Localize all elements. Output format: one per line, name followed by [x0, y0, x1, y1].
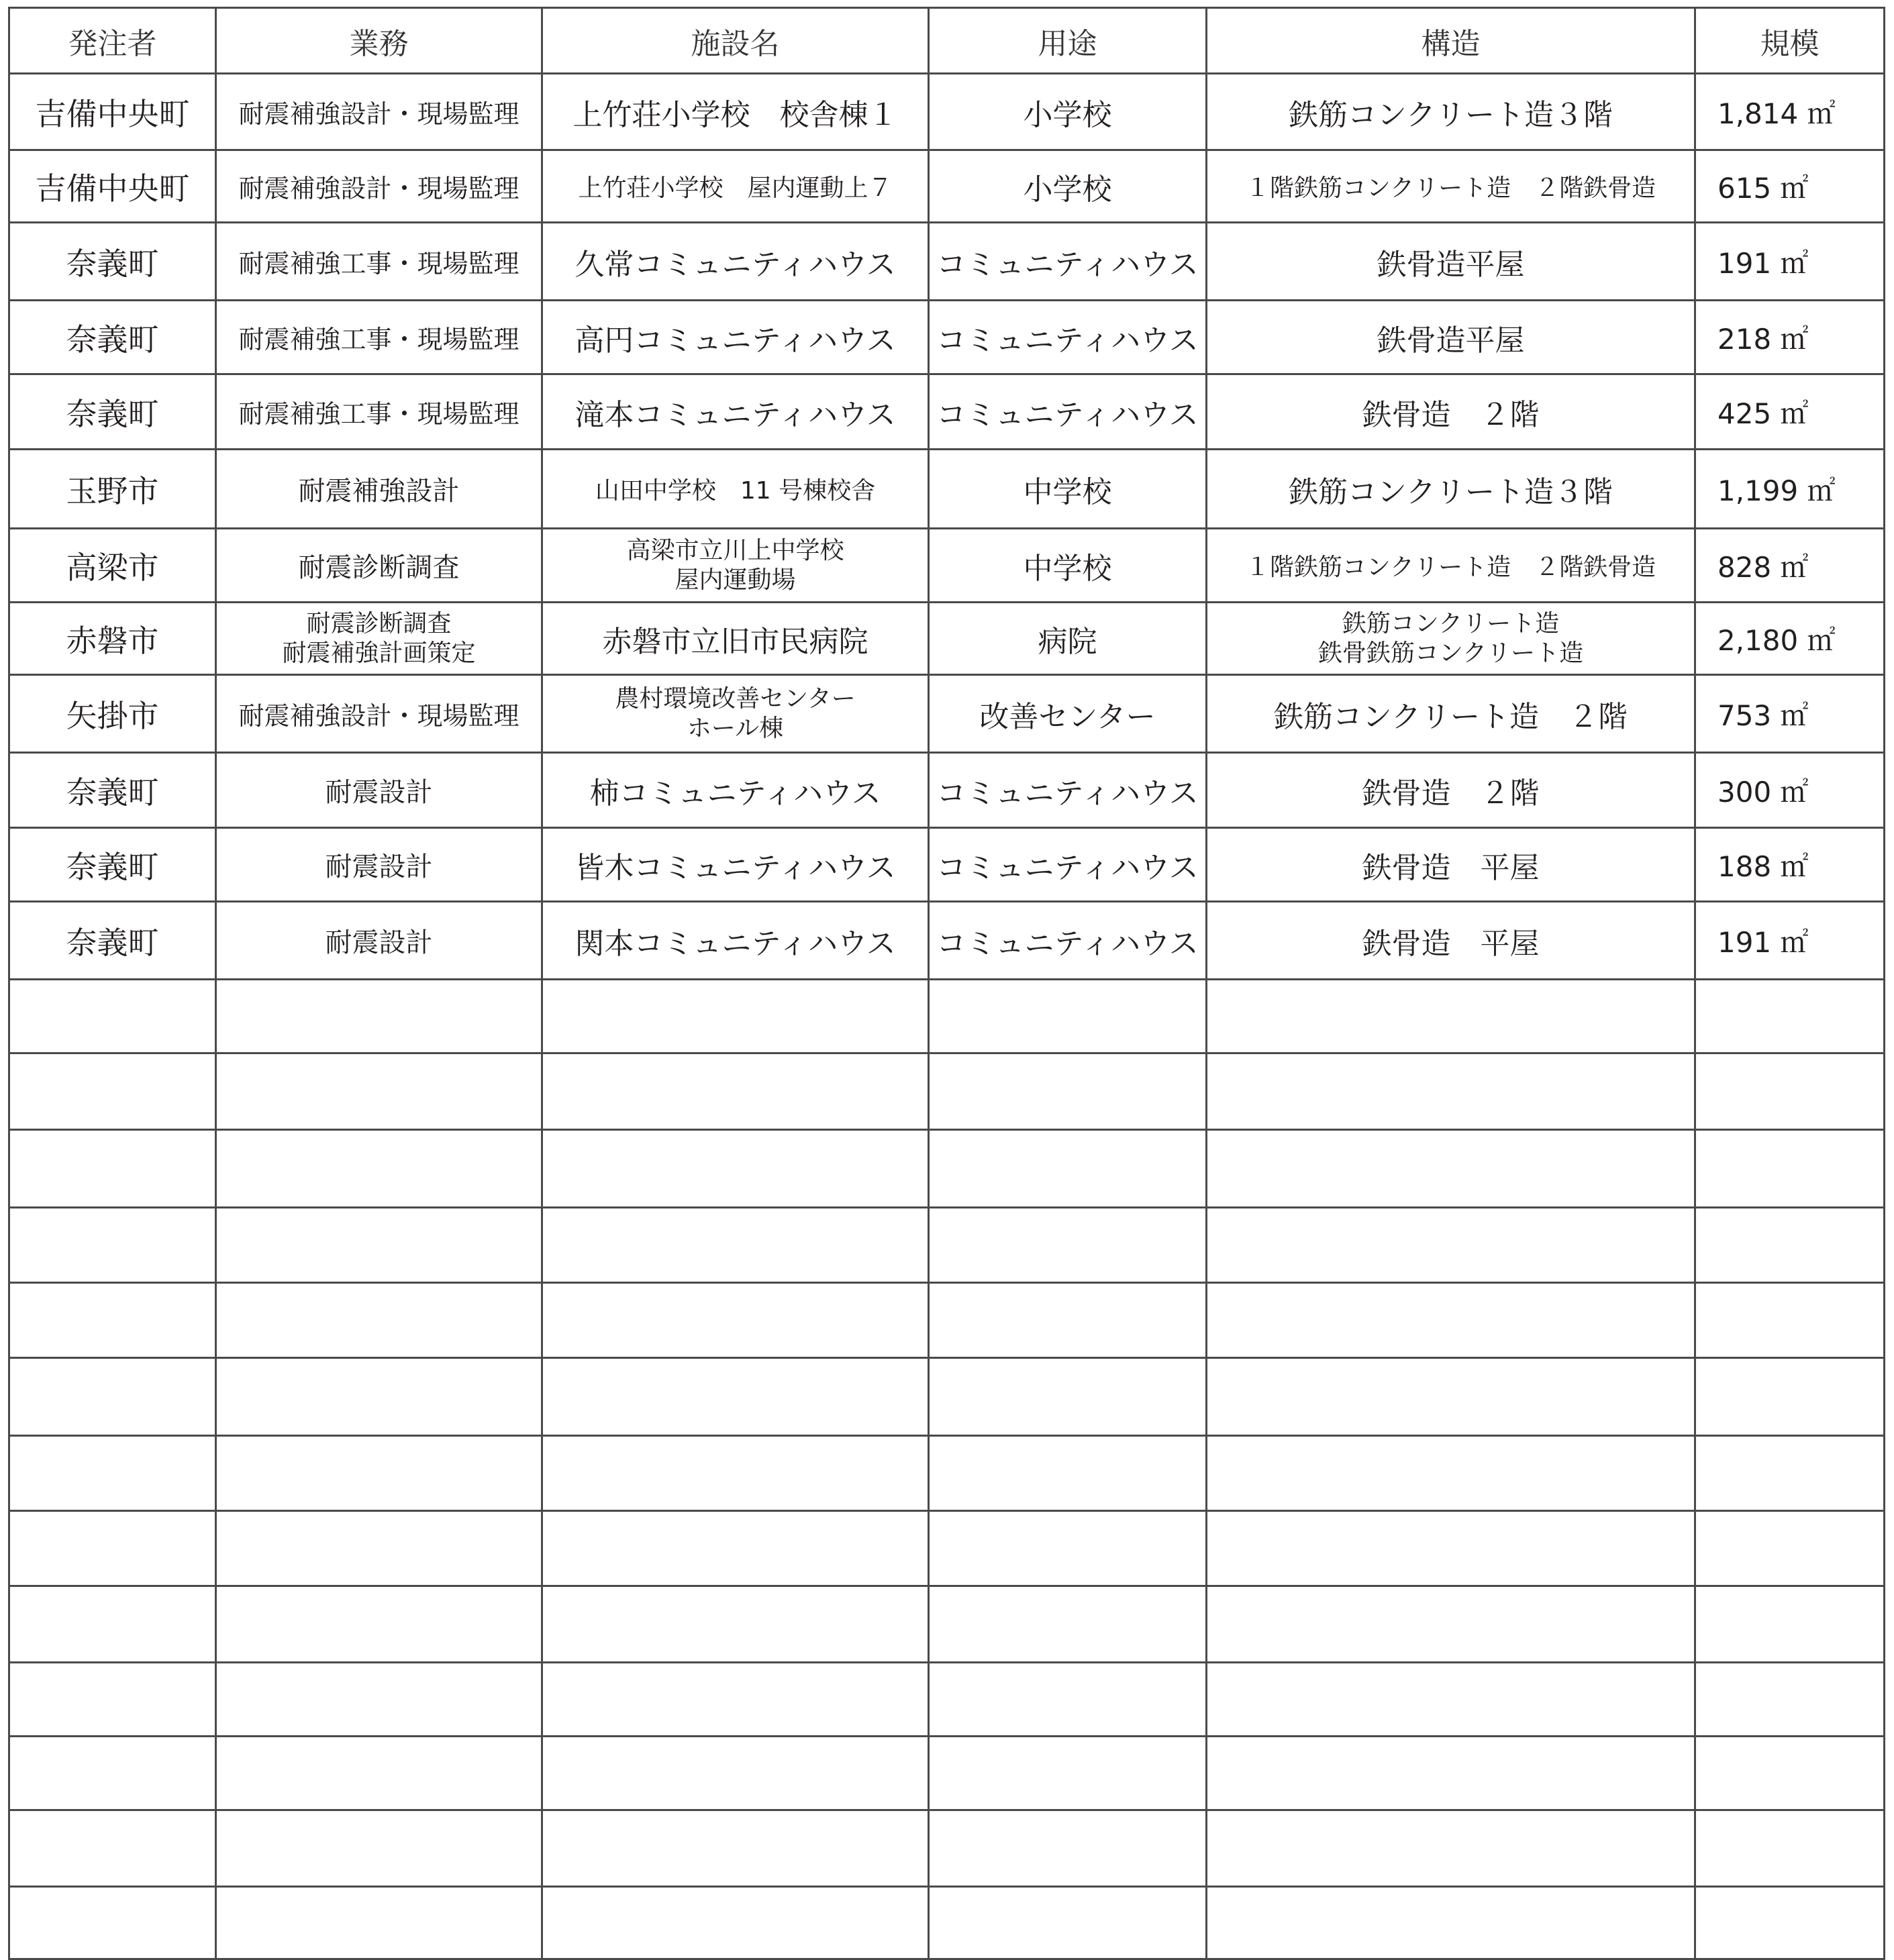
- empty-cell: [9, 1511, 216, 1586]
- cell-facility-line: 農村環境改善センター: [615, 685, 856, 713]
- cell-client-text: 奈義町: [66, 848, 159, 885]
- cell-work-line: 耐震補強工事・現場監理: [238, 325, 519, 354]
- cell-client: [9, 150, 216, 223]
- cell-scale: [1695, 301, 1885, 374]
- empty-row: [9, 980, 1885, 1053]
- empty-cell: [929, 1436, 1207, 1511]
- cell-use-text: コミュニティハウス: [936, 247, 1199, 282]
- cell-use: [929, 301, 1207, 374]
- cell-client-text: 奈義町: [66, 245, 159, 282]
- empty-row: [9, 1283, 1885, 1358]
- table-row: [9, 902, 1885, 980]
- cell-work: [216, 828, 542, 902]
- header-row: [9, 8, 1885, 74]
- cell-client: [9, 529, 216, 603]
- cell-structure: [1207, 74, 1695, 150]
- cell-structure: [1207, 603, 1695, 675]
- cell-facility: [542, 374, 929, 450]
- table-row: [9, 675, 1885, 753]
- table-row: [9, 374, 1885, 450]
- empty-cell: [216, 1283, 542, 1358]
- cell-facility-line: ホール棟: [687, 714, 784, 742]
- empty-cell: [1695, 1053, 1885, 1130]
- empty-cell: [929, 1130, 1207, 1208]
- cell-scale-text: 753 ㎡: [1717, 699, 1809, 732]
- empty-cell: [1207, 1511, 1695, 1586]
- cell-scale-text: 615 ㎡: [1717, 171, 1809, 205]
- cell-use: [929, 603, 1207, 675]
- cell-facility: [542, 902, 929, 980]
- cell-client: [9, 753, 216, 828]
- cell-facility-line: 上竹荘小学校 校舎棟１: [572, 97, 898, 132]
- cell-work-line: 耐震補強設計・現場監理: [238, 99, 519, 129]
- cell-scale: [1695, 74, 1885, 150]
- cell-scale: [1695, 753, 1885, 828]
- table-row: [9, 828, 1885, 902]
- cell-scale-text: 1,814 ㎡: [1717, 97, 1836, 130]
- empty-cell: [216, 1130, 542, 1208]
- header-use: 用途: [929, 8, 1207, 74]
- cell-structure-line: １階鉄筋コンクリート造 ２階鉄骨造: [1245, 174, 1656, 202]
- cell-use: [929, 374, 1207, 450]
- cell-facility-line: 高円コミュニティハウス: [575, 323, 896, 358]
- empty-cell: [1695, 1130, 1885, 1208]
- empty-cell: [9, 1358, 216, 1436]
- empty-cell: [929, 1511, 1207, 1586]
- cell-scale-text: 191 ㎡: [1717, 925, 1809, 959]
- cell-facility-line: 皆木コミュニティハウス: [575, 850, 896, 885]
- header-facility: 施設名: [542, 8, 929, 74]
- empty-cell: [1695, 1358, 1885, 1436]
- cell-scale-text: 2,180 ㎡: [1717, 623, 1836, 657]
- empty-row: [9, 1586, 1885, 1663]
- empty-cell: [1207, 980, 1695, 1053]
- cell-scale-text: 188 ㎡: [1717, 849, 1809, 883]
- cell-facility-line: 屋内運動場: [675, 566, 796, 594]
- cell-work-line: 耐震診断調査: [306, 610, 452, 638]
- empty-cell: [216, 1511, 542, 1586]
- cell-use-text: コミュニティハウス: [936, 926, 1199, 961]
- table-row: [9, 753, 1885, 828]
- cell-client-text: 奈義町: [66, 395, 159, 432]
- cell-use: [929, 529, 1207, 603]
- cell-client: [9, 675, 216, 753]
- table-row: [9, 450, 1885, 529]
- cell-client-text: 吉備中央町: [35, 170, 190, 207]
- cell-work: [216, 603, 542, 675]
- cell-work: [216, 450, 542, 529]
- cell-use-text: コミュニティハウス: [936, 776, 1199, 811]
- empty-cell: [929, 980, 1207, 1053]
- empty-cell: [9, 1887, 216, 1959]
- empty-cell: [542, 1283, 929, 1358]
- cell-scale-text: 218 ㎡: [1717, 322, 1809, 356]
- cell-use-text: 小学校: [1023, 97, 1112, 132]
- cell-use: [929, 150, 1207, 223]
- empty-cell: [1695, 1436, 1885, 1511]
- empty-cell: [1695, 1663, 1885, 1737]
- cell-structure: [1207, 374, 1695, 450]
- cell-use-text: 小学校: [1023, 172, 1112, 207]
- cell-structure: [1207, 529, 1695, 603]
- cell-use-text: 中学校: [1023, 551, 1112, 586]
- cell-work-line: 耐震補強設計・現場監理: [238, 701, 519, 731]
- empty-row: [9, 1887, 1885, 1959]
- empty-row: [9, 1810, 1885, 1887]
- cell-use: [929, 74, 1207, 150]
- header-scale: 規模: [1695, 8, 1885, 74]
- empty-cell: [542, 1358, 929, 1436]
- cell-use-text: 改善センター: [979, 699, 1156, 734]
- table-row: [9, 603, 1885, 675]
- empty-row: [9, 1358, 1885, 1436]
- cell-work-line: 耐震補強工事・現場監理: [238, 249, 519, 278]
- cell-scale: [1695, 223, 1885, 301]
- table-row: [9, 150, 1885, 223]
- cell-scale: [1695, 675, 1885, 753]
- project-table: [8, 7, 1885, 1960]
- cell-facility-line: 柿コミュニティハウス: [589, 776, 881, 811]
- empty-cell: [929, 1810, 1207, 1887]
- header-structure: 構造: [1207, 8, 1695, 74]
- empty-row: [9, 1737, 1885, 1810]
- cell-use: [929, 675, 1207, 753]
- table-row: [9, 74, 1885, 150]
- empty-cell: [542, 1130, 929, 1208]
- cell-client: [9, 450, 216, 529]
- empty-cell: [1207, 1130, 1695, 1208]
- empty-row: [9, 1208, 1885, 1283]
- cell-client-text: 奈義町: [66, 321, 159, 358]
- cell-structure-line: 鉄骨造 平屋: [1362, 926, 1540, 961]
- cell-structure: [1207, 675, 1695, 753]
- cell-client-text: 矢掛市: [66, 697, 159, 734]
- cell-work: [216, 675, 542, 753]
- cell-client-text: 奈義町: [66, 924, 159, 961]
- cell-structure-line: 鉄骨造平屋: [1377, 247, 1525, 282]
- empty-cell: [216, 1208, 542, 1283]
- cell-structure-line: 鉄筋コンクリート造 ２階: [1273, 699, 1628, 734]
- empty-cell: [542, 1663, 929, 1737]
- cell-client: [9, 301, 216, 374]
- cell-work: [216, 150, 542, 223]
- header-work: 業務: [216, 8, 542, 74]
- cell-work-line: 耐震診断調査: [298, 552, 460, 583]
- empty-cell: [1207, 1586, 1695, 1663]
- cell-use: [929, 902, 1207, 980]
- cell-scale-text: 1,199 ㎡: [1717, 474, 1836, 507]
- empty-cell: [1207, 1208, 1695, 1283]
- empty-cell: [216, 980, 542, 1053]
- cell-facility: [542, 150, 929, 223]
- empty-cell: [1207, 1810, 1695, 1887]
- cell-work: [216, 223, 542, 301]
- cell-scale: [1695, 603, 1885, 675]
- header-client: 発注者: [9, 8, 216, 74]
- empty-cell: [1207, 1663, 1695, 1737]
- cell-work-line: 耐震設計: [325, 852, 433, 882]
- empty-cell: [1207, 1283, 1695, 1358]
- cell-facility-line: 上竹荘小学校 屋内運動上７: [578, 174, 893, 202]
- cell-facility: [542, 223, 929, 301]
- cell-scale-text: 425 ㎡: [1717, 397, 1809, 430]
- empty-cell: [216, 1810, 542, 1887]
- cell-structure: [1207, 450, 1695, 529]
- cell-scale: [1695, 828, 1885, 902]
- cell-facility-line: 滝本コミュニティハウス: [575, 397, 896, 432]
- empty-cell: [929, 1887, 1207, 1959]
- cell-facility-line: 山田中学校 11 号棟校舎: [595, 477, 876, 505]
- cell-use-text: コミュニティハウス: [936, 850, 1199, 885]
- empty-cell: [1207, 1887, 1695, 1959]
- empty-cell: [542, 1511, 929, 1586]
- empty-cell: [929, 1053, 1207, 1130]
- cell-work: [216, 753, 542, 828]
- empty-cell: [216, 1358, 542, 1436]
- empty-cell: [542, 1737, 929, 1810]
- cell-work-line: 耐震設計: [325, 927, 433, 958]
- cell-structure: [1207, 150, 1695, 223]
- table-row: [9, 301, 1885, 374]
- cell-scale-text: 300 ㎡: [1717, 775, 1809, 809]
- empty-cell: [216, 1586, 542, 1663]
- cell-use-text: コミュニティハウス: [936, 323, 1199, 358]
- cell-use-text: コミュニティハウス: [936, 397, 1199, 432]
- cell-work: [216, 902, 542, 980]
- cell-work-line: 耐震補強計画策定: [282, 639, 476, 667]
- cell-scale: [1695, 902, 1885, 980]
- empty-cell: [1695, 1810, 1885, 1887]
- empty-cell: [1695, 1283, 1885, 1358]
- cell-work: [216, 74, 542, 150]
- table-body: [9, 74, 1885, 1959]
- cell-work-line: 耐震設計: [325, 777, 433, 808]
- empty-cell: [542, 1810, 929, 1887]
- empty-row: [9, 1053, 1885, 1130]
- cell-client-text: 赤磐市: [66, 622, 159, 659]
- table-row: [9, 529, 1885, 603]
- cell-client-text: 玉野市: [66, 472, 159, 509]
- empty-cell: [1695, 1511, 1885, 1586]
- cell-facility: [542, 529, 929, 603]
- empty-cell: [929, 1283, 1207, 1358]
- empty-cell: [9, 1586, 216, 1663]
- cell-work-line: 耐震補強設計: [298, 476, 460, 507]
- empty-cell: [9, 1810, 216, 1887]
- cell-use-text: 中学校: [1023, 474, 1112, 509]
- cell-facility: [542, 603, 929, 675]
- empty-cell: [1207, 1358, 1695, 1436]
- empty-cell: [929, 1663, 1207, 1737]
- cell-work: [216, 529, 542, 603]
- empty-cell: [1695, 980, 1885, 1053]
- empty-cell: [929, 1737, 1207, 1810]
- empty-cell: [9, 1208, 216, 1283]
- cell-work: [216, 301, 542, 374]
- empty-cell: [929, 1358, 1207, 1436]
- empty-cell: [542, 1586, 929, 1663]
- cell-use: [929, 223, 1207, 301]
- cell-use: [929, 828, 1207, 902]
- cell-structure: [1207, 223, 1695, 301]
- cell-facility-line: 関本コミュニティハウス: [575, 926, 896, 961]
- cell-structure: [1207, 753, 1695, 828]
- cell-client-text: 高梁市: [66, 549, 159, 586]
- cell-structure: [1207, 902, 1695, 980]
- empty-cell: [9, 980, 216, 1053]
- cell-scale: [1695, 529, 1885, 603]
- cell-structure-line: 鉄筋コンクリート造３階: [1288, 474, 1613, 509]
- empty-cell: [929, 1208, 1207, 1283]
- empty-cell: [9, 1053, 216, 1130]
- cell-facility: [542, 450, 929, 529]
- cell-facility: [542, 301, 929, 374]
- empty-cell: [542, 980, 929, 1053]
- cell-facility: [542, 753, 929, 828]
- empty-cell: [216, 1887, 542, 1959]
- cell-scale-text: 828 ㎡: [1717, 550, 1809, 584]
- cell-structure-line: 鉄筋コンクリート造３階: [1288, 97, 1613, 132]
- cell-client: [9, 74, 216, 150]
- empty-cell: [216, 1053, 542, 1130]
- cell-structure-line: 鉄骨造平屋: [1377, 323, 1525, 358]
- empty-row: [9, 1663, 1885, 1737]
- cell-structure-line: １階鉄筋コンクリート造 ２階鉄骨造: [1245, 554, 1656, 581]
- empty-cell: [9, 1737, 216, 1810]
- empty-cell: [9, 1283, 216, 1358]
- cell-scale-text: 191 ㎡: [1717, 246, 1809, 280]
- cell-work-line: 耐震補強工事・現場監理: [238, 399, 519, 429]
- cell-work: [216, 374, 542, 450]
- cell-structure-line: 鉄筋コンクリート造: [1342, 610, 1560, 638]
- cell-structure-line: 鉄骨造 平屋: [1362, 850, 1540, 885]
- cell-use: [929, 753, 1207, 828]
- empty-cell: [1207, 1737, 1695, 1810]
- empty-cell: [216, 1663, 542, 1737]
- cell-structure-line: 鉄骨造 ２階: [1362, 776, 1540, 811]
- empty-cell: [9, 1663, 216, 1737]
- cell-client: [9, 223, 216, 301]
- empty-cell: [542, 1887, 929, 1959]
- cell-facility-line: 赤磐市立旧市民病院: [602, 624, 868, 659]
- cell-structure: [1207, 828, 1695, 902]
- cell-client: [9, 603, 216, 675]
- empty-cell: [1695, 1887, 1885, 1959]
- cell-work-line: 耐震補強設計・現場監理: [238, 174, 519, 203]
- cell-client: [9, 374, 216, 450]
- empty-row: [9, 1511, 1885, 1586]
- empty-row: [9, 1130, 1885, 1208]
- empty-cell: [9, 1436, 216, 1511]
- cell-use-text: 病院: [1038, 624, 1097, 659]
- cell-facility-line: 久常コミュニティハウス: [575, 247, 896, 282]
- cell-facility-line: 高梁市立川上中学校: [626, 537, 844, 565]
- cell-client-text: 奈義町: [66, 774, 159, 811]
- empty-cell: [1695, 1208, 1885, 1283]
- cell-facility: [542, 675, 929, 753]
- empty-cell: [216, 1737, 542, 1810]
- cell-client: [9, 828, 216, 902]
- empty-cell: [542, 1436, 929, 1511]
- empty-cell: [1207, 1436, 1695, 1511]
- empty-cell: [929, 1586, 1207, 1663]
- cell-structure-line: 鉄骨造 ２階: [1362, 397, 1540, 432]
- empty-row: [9, 1436, 1885, 1511]
- cell-scale: [1695, 374, 1885, 450]
- empty-cell: [542, 1208, 929, 1283]
- empty-cell: [216, 1436, 542, 1511]
- cell-facility: [542, 828, 929, 902]
- cell-use: [929, 450, 1207, 529]
- cell-client: [9, 902, 216, 980]
- empty-cell: [1695, 1737, 1885, 1810]
- cell-client-text: 吉備中央町: [35, 95, 190, 132]
- empty-cell: [1207, 1053, 1695, 1130]
- empty-cell: [1695, 1586, 1885, 1663]
- cell-structure: [1207, 301, 1695, 374]
- cell-facility: [542, 74, 929, 150]
- cell-structure-line: 鉄骨鉄筋コンクリート造: [1317, 639, 1584, 667]
- empty-cell: [542, 1053, 929, 1130]
- empty-cell: [9, 1130, 216, 1208]
- cell-scale: [1695, 450, 1885, 529]
- table-row: [9, 223, 1885, 301]
- cell-scale: [1695, 150, 1885, 223]
